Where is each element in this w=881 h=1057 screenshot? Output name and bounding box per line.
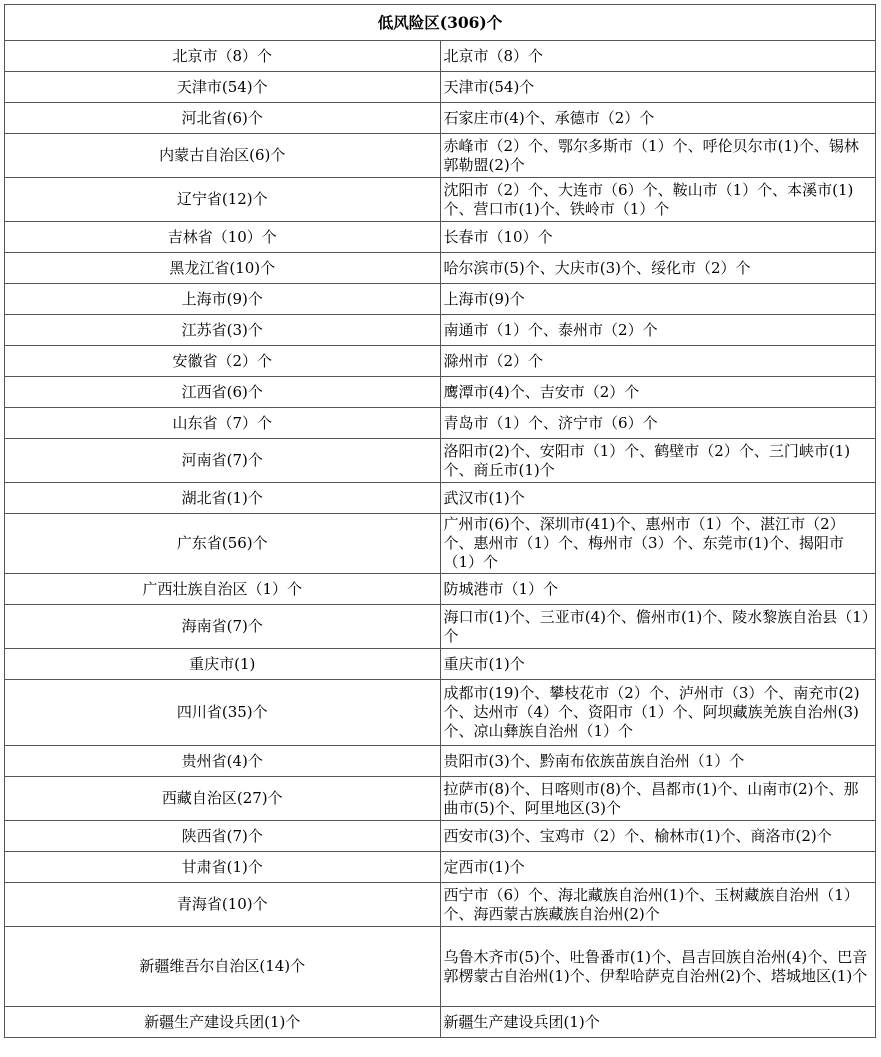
province-cell: 河北省(6)个 bbox=[5, 103, 441, 134]
cities-cell: 成都市(19)个、攀枝花市（2）个、泸州市（3）个、南充市(2)个、达州市（4）个、资阳市（1）个、阿坝藏族羌族自治州(3)个、凉山彝族自治州（1）个 bbox=[440, 680, 876, 746]
cities-cell: 滁州市（2）个 bbox=[440, 346, 876, 377]
table-row bbox=[5, 777, 876, 821]
province-cell: 四川省(35)个 bbox=[5, 680, 441, 746]
province-cell: 新疆维吾尔自治区(14)个 bbox=[5, 927, 441, 1007]
table-title: 低风险区(306)个 bbox=[5, 5, 876, 41]
table-row bbox=[5, 377, 876, 408]
cities-cell: 定西市(1)个 bbox=[440, 852, 876, 883]
table-row bbox=[5, 605, 876, 649]
table-row bbox=[5, 680, 876, 746]
province-cell: 新疆生产建设兵团(1)个 bbox=[5, 1007, 441, 1038]
cities-cell: 新疆生产建设兵团(1)个 bbox=[440, 1007, 876, 1038]
table-row bbox=[5, 746, 876, 777]
table-row bbox=[5, 408, 876, 439]
table-row bbox=[5, 284, 876, 315]
province-cell: 江西省(6)个 bbox=[5, 377, 441, 408]
province-cell: 广东省(56)个 bbox=[5, 514, 441, 574]
province-cell: 江苏省(3)个 bbox=[5, 315, 441, 346]
cities-cell: 青岛市（1）个、济宁市（6）个 bbox=[440, 408, 876, 439]
province-cell: 黑龙江省(10)个 bbox=[5, 253, 441, 284]
cities-cell: 洛阳市(2)个、安阳市（1）个、鹤壁市（2）个、三门峡市(1)个、商丘市(1)个 bbox=[440, 439, 876, 483]
risk-area-table bbox=[4, 4, 876, 1038]
table-row bbox=[5, 574, 876, 605]
table-row bbox=[5, 222, 876, 253]
cities-cell: 防城港市（1）个 bbox=[440, 574, 876, 605]
cities-cell: 武汉市(1)个 bbox=[440, 483, 876, 514]
province-cell: 天津市(54)个 bbox=[5, 72, 441, 103]
table-row bbox=[5, 41, 876, 72]
table-row bbox=[5, 927, 876, 1007]
cities-cell: 天津市(54)个 bbox=[440, 72, 876, 103]
table-row bbox=[5, 649, 876, 680]
province-cell: 贵州省(4)个 bbox=[5, 746, 441, 777]
cities-cell: 上海市(9)个 bbox=[440, 284, 876, 315]
cities-cell: 广州市(6)个、深圳市(41)个、惠州市（1）个、湛江市（2）个、惠州市（1）个、梅州市（3）个、东莞市(1)个、揭阳市（1）个 bbox=[440, 514, 876, 574]
table-row bbox=[5, 883, 876, 927]
table-row bbox=[5, 483, 876, 514]
province-cell: 安徽省（2）个 bbox=[5, 346, 441, 377]
province-cell: 湖北省(1)个 bbox=[5, 483, 441, 514]
province-cell: 海南省(7)个 bbox=[5, 605, 441, 649]
cities-cell: 鹰潭市(4)个、吉安市（2）个 bbox=[440, 377, 876, 408]
cities-cell: 赤峰市（2）个、鄂尔多斯市（1）个、呼伦贝尔市(1)个、锡林郭勒盟(2)个 bbox=[440, 134, 876, 178]
cities-cell: 北京市（8）个 bbox=[440, 41, 876, 72]
cities-cell: 贵阳市(3)个、黔南布依族苗族自治州（1）个 bbox=[440, 746, 876, 777]
cities-cell: 西安市(3)个、宝鸡市（2）个、榆林市(1)个、商洛市(2)个 bbox=[440, 821, 876, 852]
table-row bbox=[5, 514, 876, 574]
table-row bbox=[5, 1007, 876, 1038]
province-cell: 甘肃省(1)个 bbox=[5, 852, 441, 883]
cities-cell: 拉萨市(8)个、日喀则市(8)个、昌都市(1)个、山南市(2)个、那曲市(5)个、阿里地区(3)个 bbox=[440, 777, 876, 821]
table-row bbox=[5, 253, 876, 284]
cities-cell: 西宁市（6）个、海北藏族自治州(1)个、玉树藏族自治州（1）个、海西蒙古族藏族自治州(2)个 bbox=[440, 883, 876, 927]
table-row bbox=[5, 439, 876, 483]
province-cell: 西藏自治区(27)个 bbox=[5, 777, 441, 821]
cities-cell: 长春市（10）个 bbox=[440, 222, 876, 253]
cities-cell: 乌鲁木齐市(5)个、吐鲁番市(1)个、昌吉回族自治州(4)个、巴音郭楞蒙古自治州(1)个、伊犁哈萨克自治州(2)个、塔城地区(1)个 bbox=[440, 927, 876, 1007]
province-cell: 内蒙古自治区(6)个 bbox=[5, 134, 441, 178]
table-row bbox=[5, 821, 876, 852]
table-body bbox=[5, 41, 876, 1038]
province-cell: 河南省(7)个 bbox=[5, 439, 441, 483]
province-cell: 辽宁省(12)个 bbox=[5, 178, 441, 222]
province-cell: 上海市(9)个 bbox=[5, 284, 441, 315]
province-cell: 陕西省(7)个 bbox=[5, 821, 441, 852]
cities-cell: 南通市（1）个、泰州市（2）个 bbox=[440, 315, 876, 346]
table-row bbox=[5, 72, 876, 103]
cities-cell: 海口市(1)个、三亚市(4)个、儋州市(1)个、陵水黎族自治县（1）个 bbox=[440, 605, 876, 649]
table-row bbox=[5, 346, 876, 377]
cities-cell: 哈尔滨市(5)个、大庆市(3)个、绥化市（2）个 bbox=[440, 253, 876, 284]
table-row bbox=[5, 103, 876, 134]
province-cell: 山东省（7）个 bbox=[5, 408, 441, 439]
table-row bbox=[5, 315, 876, 346]
table-row bbox=[5, 852, 876, 883]
table-row bbox=[5, 134, 876, 178]
cities-cell: 石家庄市(4)个、承德市（2）个 bbox=[440, 103, 876, 134]
cities-cell: 重庆市(1)个 bbox=[440, 649, 876, 680]
table-header-row bbox=[5, 5, 876, 41]
cities-cell: 沈阳市（2）个、大连市（6）个、鞍山市（1）个、本溪市(1)个、营口市(1)个、铁岭市（1）个 bbox=[440, 178, 876, 222]
province-cell: 吉林省（10）个 bbox=[5, 222, 441, 253]
province-cell: 广西壮族自治区（1）个 bbox=[5, 574, 441, 605]
province-cell: 北京市（8）个 bbox=[5, 41, 441, 72]
province-cell: 重庆市(1) bbox=[5, 649, 441, 680]
table-row bbox=[5, 178, 876, 222]
province-cell: 青海省(10)个 bbox=[5, 883, 441, 927]
